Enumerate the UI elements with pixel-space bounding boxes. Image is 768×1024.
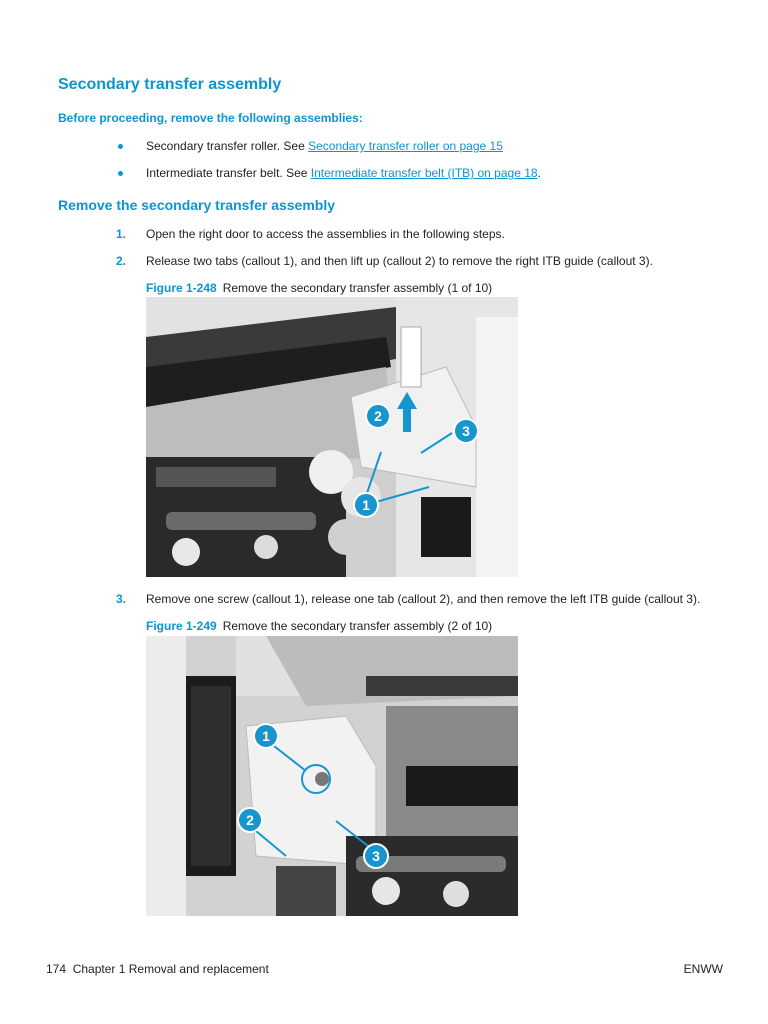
bullet-icon bbox=[118, 144, 123, 149]
figure-caption-text: Remove the secondary transfer assembly (2 of 10) bbox=[222, 619, 493, 633]
callout-1-icon bbox=[354, 493, 378, 517]
svg-text:1: 1 bbox=[362, 497, 370, 513]
prereq-suffix: . bbox=[537, 166, 541, 180]
footer-right: ENWW bbox=[683, 962, 723, 976]
bullet-icon bbox=[118, 171, 123, 176]
svg-text:3: 3 bbox=[462, 423, 470, 439]
figure-caption bbox=[146, 281, 492, 295]
step-text: Open the right door to access the assemblies in the following steps. bbox=[146, 227, 505, 241]
step-text: Release two tabs (callout 1), and then lift up (callout 2) to remove the right ITB guide (callout 3). bbox=[146, 254, 653, 268]
step-text: Remove one screw (callout 1), release one tab (callout 2), and then remove the left ITB guide (callout 3). bbox=[146, 592, 701, 606]
figure-number: Figure 1-248 bbox=[146, 281, 217, 295]
callout-3-icon bbox=[364, 844, 388, 868]
prereq-text: Intermediate transfer belt. See bbox=[146, 166, 311, 180]
printer-interior-image bbox=[146, 297, 518, 577]
section-title: Secondary transfer assembly bbox=[58, 76, 282, 93]
figure-number: Figure 1-249 bbox=[146, 619, 217, 633]
subsection-title: Remove the secondary transfer assembly bbox=[58, 197, 336, 213]
chapter-label: Chapter 1 Removal and replacement bbox=[72, 962, 269, 976]
callout-2-icon bbox=[366, 404, 390, 428]
figure-caption bbox=[146, 619, 492, 633]
step-number: 2. bbox=[116, 254, 127, 268]
callout-3-icon bbox=[454, 419, 478, 443]
step-number: 3. bbox=[116, 592, 127, 606]
figure-caption-text: Remove the secondary transfer assembly (1 of 10) bbox=[222, 281, 493, 295]
page-number: 174 bbox=[46, 962, 67, 976]
figure-1-248-photo bbox=[146, 297, 518, 577]
footer-left bbox=[46, 962, 269, 976]
svg-text:2: 2 bbox=[246, 812, 254, 828]
prereq-heading: Before proceeding, remove the following assemblies: bbox=[58, 111, 363, 125]
step-number: 1. bbox=[116, 227, 127, 241]
svg-text:2: 2 bbox=[374, 408, 382, 424]
svg-text:3: 3 bbox=[372, 848, 380, 864]
svg-text:1: 1 bbox=[262, 728, 270, 744]
xref-link-secondary-transfer-roller[interactable]: Secondary transfer roller on page 15 bbox=[308, 139, 503, 153]
xref-link-itb[interactable]: Intermediate transfer belt (ITB) on page 18 bbox=[310, 166, 538, 180]
callout-1-icon bbox=[254, 724, 278, 748]
printer-interior-image bbox=[146, 636, 518, 916]
callout-2-icon bbox=[238, 808, 262, 832]
figure-1-249-photo bbox=[146, 636, 518, 916]
prereq-text: Secondary transfer roller. See bbox=[146, 139, 309, 153]
